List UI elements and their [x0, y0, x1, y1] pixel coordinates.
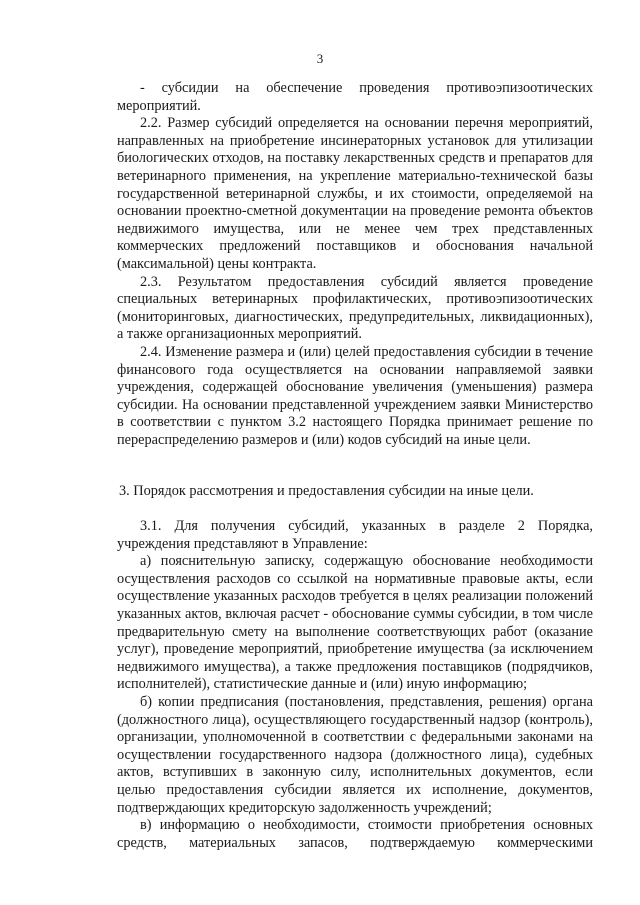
paragraph-2-4: 2.4. Изменение размера и (или) целей предоставления субсидии в течение финансового года осуществляется на основании направляемой заявки учреждения, содержащей обоснование увеличения (уменьшения) размера субсидии. На основании представленной учреждением заявки Министерство в соответствии с пунктом 3.2 настоящего Порядка принимает решение по перераспределению размеров и (или) кодов субсидий на иные цели.: [117, 343, 593, 448]
paragraph-subsidy-item: - субсидии на обеспечение проведения противоэпизоотических мероприятий.: [117, 80, 593, 114]
spacer: [117, 501, 593, 518]
paragraph-3-1-a: а) пояснительную записку, содержащую обоснование необходимости осуществления расходов со ссылкой на нормативные правовые акты, если осуществление указанных расходов требуется в целях реализации положений указанных актов, включая расчет - обоснование суммы субсидии, в том числе предварительную смету на выполнение соответствующих работ (оказание услуг), проведение мероприятий, приобретение имущества (за исключением недвижимого имущества), а также предложения поставщиков (подрядчиков, исполнителей), статистические данные и (или) иную информацию;: [117, 553, 593, 693]
paragraph-2-3: 2.3. Результатом предоставления субсидий является проведение специальных ветеринарных профилактических, противоэпизоотических (мониторинговых, диагностических, предупредительных, ликвидационных), а также организационных мероприятий.: [117, 273, 593, 343]
paragraph-3-1-c: в) информацию о необходимости, стоимости приобретения основных средств, материальных запасов, подтверждаемую коммерческими: [117, 817, 593, 851]
paragraph-3-1-b: б) копии предписания (постановления, представления, решения) органа (должностного лица), осуществляющего государственный надзор (контроль), организации, уполномоченной в соответствии с федеральными законами на осуществлении государственного надзора (должностного лица), судебных актов, вступивших в законную силу, исполнительных документов, если целью предоставления субсидии является их исполнение, документов, подтверждающих кредиторскую задолженность учреждений;: [117, 694, 593, 816]
page-number: 3: [316, 51, 324, 66]
document-body: [117, 80, 593, 852]
paragraph-3-1: 3.1. Для получения субсидий, указанных в разделе 2 Порядка, учреждения представляют в Управление:: [117, 518, 593, 552]
paragraph-2-2: 2.2. Размер субсидий определяется на основании перечня мероприятий, направленных на приобретение инсинераторных установок для утилизации биологических отходов, на поставку лекарственных средств и препаратов для ветеринарного применения, на укрепление материально-технической базы государственной ветеринарной службы, и их стоимости, определяемой на основании проектно-сметной документации на проведение ремонта объектов недвижимого имущества, или не менее чем трех представленных коммерческих предложений поставщиков и обоснования начальной (максимальной) цены контракта.: [117, 115, 593, 272]
spacer: [117, 449, 593, 483]
section-heading: 3. Порядок рассмотрения и предоставления субсидии на иные цели.: [119, 483, 534, 500]
